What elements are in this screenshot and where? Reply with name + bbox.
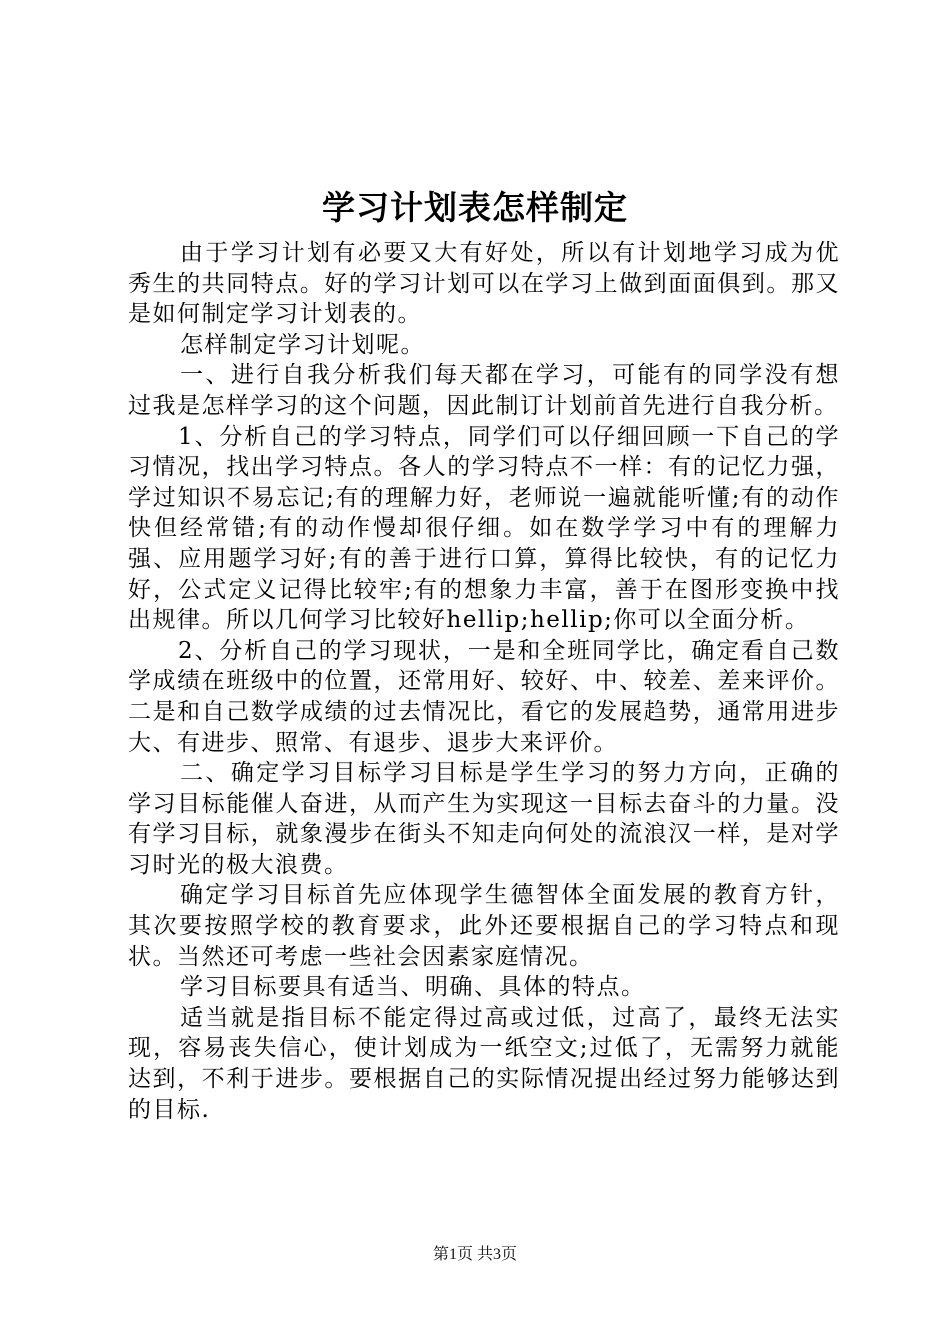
- document-body: [128, 238, 840, 1125]
- paragraph-goal-basis: 确定学习目标首先应体现学生德智体全面发展的教育方针，其次要按照学校的教育要求，此外还要根据自己的学习特点和现状。当然还可考虑一些社会因素家庭情况。: [128, 882, 840, 970]
- page-number-footer: 第1页 共3页: [432, 1246, 517, 1263]
- document-title: 学习计划表怎样制定: [322, 188, 628, 227]
- paragraph-point-one: 1、分析自己的学习特点，同学们可以仔细回顾一下自己的学习情况，找出学习特点。各人的学习特点不一样：有的记忆力强，学过知识不易忘记;有的理解力好，老师说一遍就能听懂;有的动作快但经常错;有的动作慢却很仔细。如在数学学习中有的理解力强、应用题学习好;有的善于进行口算，算得比较快，有的记忆力好，公式定义记得比较牢;有的想象力丰富，善于在图形变换中找出规律。所以几何学习比较好hellip;hellip;你可以全面分析。: [128, 423, 840, 634]
- paragraph-goal-traits: 学习目标要具有适当、明确、具体的特点。: [180, 974, 646, 1001]
- paragraph-question: 怎样制定学习计划呢。: [180, 331, 425, 358]
- paragraph-intro: 由于学习计划有必要又大有好处，所以有计划地学习成为优秀生的共同特点。好的学习计划可以在学习上做到面面俱到。那又是如何制定学习计划表的。: [128, 240, 840, 328]
- paragraph-section-one: 一、进行自我分析我们每天都在学习，可能有的同学没有想过我是怎样学习的这个问题，因此制订计划前首先进行自我分析。: [128, 362, 840, 419]
- paragraph-goal-appropriate: 适当就是指目标不能定得过高或过低，过高了，最终无法实现，容易丧失信心，使计划成为一纸空文;过低了，无需努力就能达到，不利于进步。要根据自己的实际情况提出经过努力能够达到的目标.: [128, 1004, 840, 1123]
- paragraph-section-two: 二、确定学习目标学习目标是学生学习的努力方向，正确的学习目标能催人奋进，从而产生为实现这一目标去奋斗的力量。没有学习目标，就象漫步在街头不知走向何处的流浪汉一样，是对学习时光的极大浪费。: [128, 760, 840, 878]
- paragraph-point-two: 2、分析自己的学习现状，一是和全班同学比，确定看自己数学成绩在班级中的位置，还常用好、较好、中、较差、差来评价。二是和自己数学成绩的过去情况比，看它的发展趋势，通常用进步大、有进步、照常、有退步、退步大来评价。: [128, 637, 840, 756]
